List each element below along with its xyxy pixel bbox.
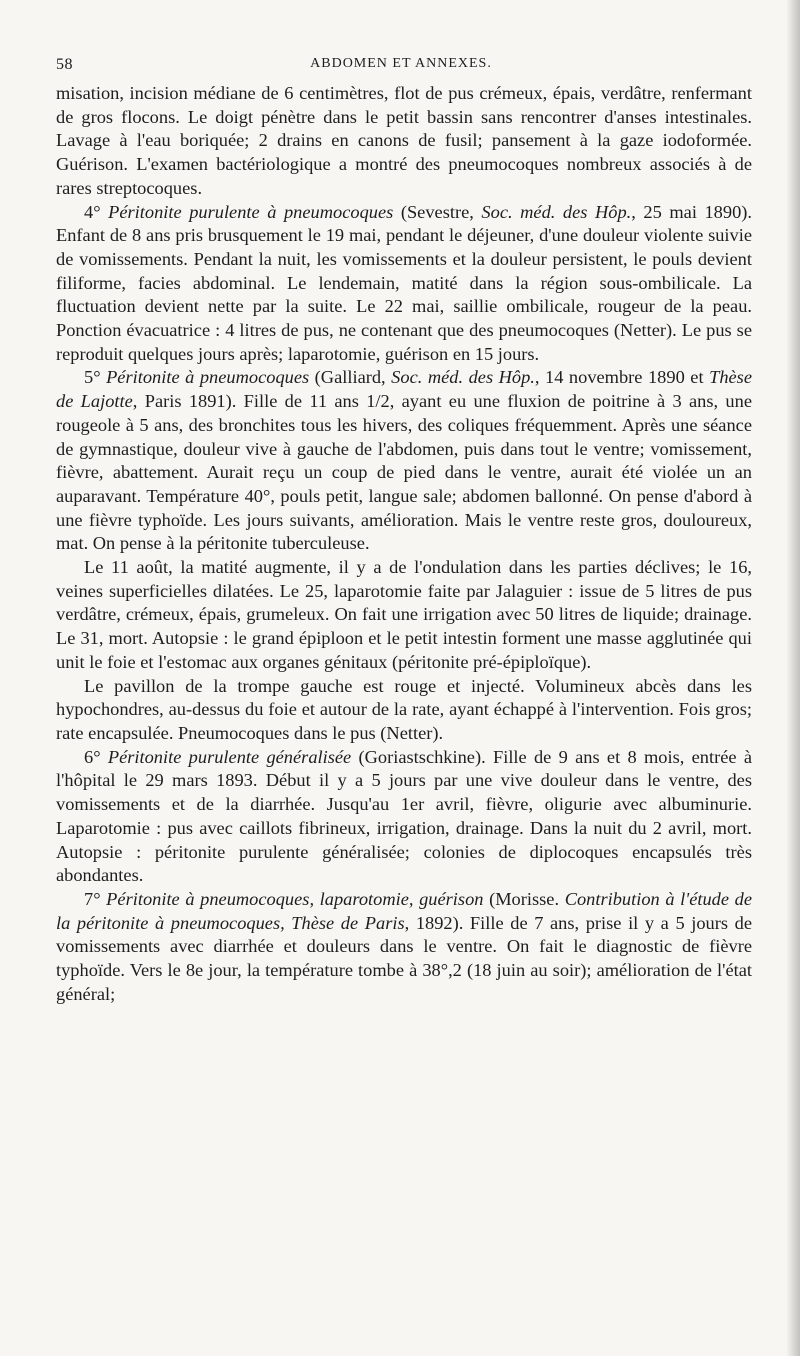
paragraph-text: (Goriastschkine). Fille de 9 ans et 8 mois, entrée à l'hôpital le 29 mars 1893. Début il y a 5 jours par une vive douleur dans le ventre, des vomissements et de la diarrhée. Jusqu'au 1er avril, fièvre, oligurie avec albuminurie. Laparotomie : pus avec caillots fibrineux, irrigation, drainage. Dans la nuit du 2 avril, mort. Autopsie : péritonite purulente généralisée; colonies de diplocoques encapsulés très abondantes. [56,746,752,886]
case-title: Péritonite purulente généralisée [107,746,352,767]
case-date: , 14 novembre 1890 et [534,367,710,388]
paragraph [56,675,752,746]
paragraph-text: Le 11 août, la matité augmente, il y a de l'ondulation dans les parties déclives; le 16, veines superficielles dilatées. Le 25, laparotomie faite par Jalaguier : issue de 5 litres de pus verdâtre, crémeux, épais, grumeleux. On fait une irrigation avec 50 litres de liquide; drainage. Le 31, mort. Autopsie : le grand épiploon et le petit intestin forment une masse agglutinée qui unit le foie et l'estomac aux organes génitaux (péritonite pré-épiploïque). [56,557,752,672]
case-title: Péritonite à pneumocoques, laparotomie, guérison [106,888,484,909]
body-text [56,82,752,1006]
case-paragraph-5 [56,366,752,556]
case-number: 4° [84,201,109,222]
paragraph-text: misation, incision médiane de 6 centimètres, flot de pus crémeux, épais, verdâtre, renfermant de gros flocons. Le doigt pénètre dans le petit bassin sans rencontrer d'anses intestinales. Lavage à l'eau boriquée; 2 drains en canons de fusil; pansement à la gaze iodoformée. Guérison. L'examen bactériologique a montré des pneumocoques nombreux associés à de rares streptocoques. [56,83,752,198]
case-reference-thesis: Thèse de Lajotte [56,367,752,412]
paragraph [56,82,752,201]
case-author: (Sevestre, [393,201,482,222]
case-title: Péritonite à pneumocoques [106,367,310,388]
case-author: (Morisse. [483,888,565,909]
case-paragraph-6 [56,746,752,888]
page-header [56,56,746,80]
case-paragraph-4 [56,201,752,367]
case-reference: Contribution à l'étude de la péritonite à pneumocoques, Thèse de Paris [56,888,752,933]
case-reference: Soc. méd. des Hôp. [481,201,632,222]
paragraph-text: , Paris 1891). Fille de 11 ans 1/2, ayant eu une fluxion de poitrine à 3 ans, une rougeole à 5 ans, des bronchites tous les hivers, des coliques fréquemment. Après une séance de gymnastique, douleur vive à gauche de l'abdomen, puis dans tout le ventre; vomissement, fièvre, abattement. Aurait reçu un coup de pied dans le ventre, aurait été violée un an auparavant. Température 40°, pouls petit, langue sale; abdomen ballonné. On pense d'abord à une fièvre typhoïde. Les jours suivants, amélioration. Mais le ventre reste gros, douloureux, mat. On pense à la péritonite tuberculeuse. [56,391,752,554]
case-number: 6° [84,746,108,767]
paragraph-text: , 25 mai 1890). Enfant de 8 ans pris brusquement le 19 mai, pendant le déjeuner, d'une douleur violente suivie de vomissements. Pendant la nuit, les vomissements et la douleur persistent, le pouls devient filiforme, facies abdominal. Le lendemain, matité dans la région sous-ombilicale. La fluctuation devient nette par la suite. Le 22 mai, saillie ombilicale, rougeur de la peau. Ponction évacuatrice : 4 litres de pus, ne contenant que des pneumocoques (Netter). Le pus se reproduit quelques jours après; laparotomie, guérison en 15 jours. [56,201,752,364]
case-paragraph-7 [56,888,752,1007]
page-number: 58 [56,56,73,73]
paragraph-text: Le pavillon de la trompe gauche est rouge et injecté. Volumineux abcès dans les hypochondres, au-dessus du foie et autour de la rate, ayant échappé à l'intervention. Fois gros; rate encapsulée. Pneumocoques dans le pus (Netter). [56,675,752,743]
case-author: (Galliard, [309,367,392,388]
case-title: Péritonite purulente à pneumocoques [108,201,394,222]
case-number: 5° [84,367,107,388]
case-number: 7° [84,888,107,909]
paragraph-text: , 1892). Fille de 7 ans, prise il y a 5 jours de vomissements avec diarrhée et douleurs dans le ventre. On fait le diagnostic de fièvre typhoïde. Vers le 8e jour, la température tombe à 38°,2 (18 juin au soir); amélioration de l'état général; [56,912,752,1004]
case-reference: Soc. méd. des Hôp. [391,367,535,388]
paragraph [56,556,752,675]
running-title: ABDOMEN ET ANNEXES. [310,56,492,71]
page-edge-shadow [786,0,800,1356]
